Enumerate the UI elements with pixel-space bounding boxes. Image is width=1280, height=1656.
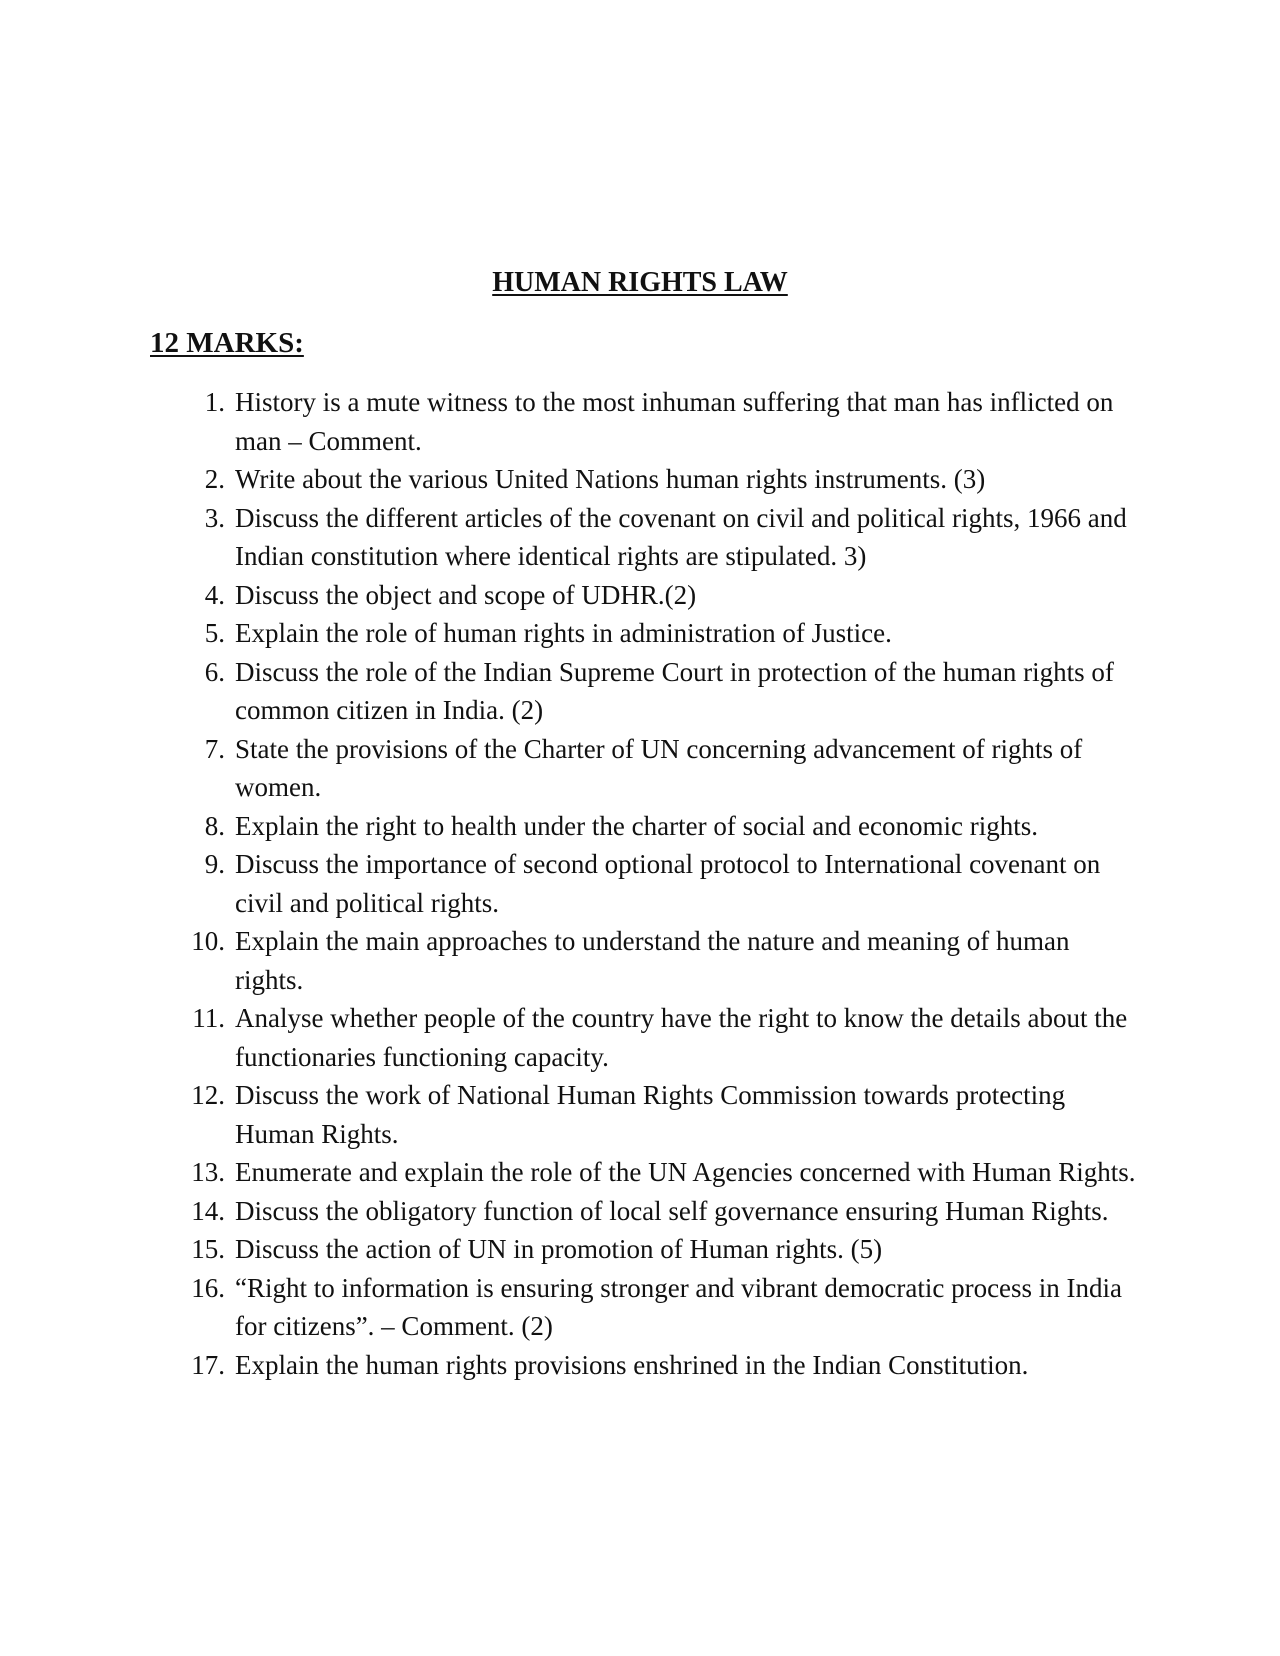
question-number: 5. xyxy=(204,618,225,648)
question-item xyxy=(180,383,1140,460)
question-item xyxy=(180,1269,1140,1346)
question-number: 4. xyxy=(204,579,225,610)
question-text: Discuss the importance of second optional protocol to International covenant on civil and political rights. xyxy=(235,849,1101,918)
question-number: 14. xyxy=(191,1195,225,1226)
question-number: 16. xyxy=(191,1272,225,1303)
question-item xyxy=(180,730,1140,807)
question-item xyxy=(180,807,1140,846)
question-number: 13. xyxy=(191,1157,225,1187)
question-number: 15. xyxy=(191,1234,225,1264)
question-item xyxy=(180,1192,1140,1231)
question-item xyxy=(180,922,1140,999)
question-text: Write about the various United Nations human rights instruments. (3) xyxy=(235,464,986,494)
question-item xyxy=(180,1153,1140,1192)
question-text: Discuss the object and scope of UDHR.(2) xyxy=(235,579,697,610)
question-text: Discuss the role of the Indian Supreme Court in protection of the human rights of common citizen in India. (2) xyxy=(235,656,1114,725)
question-number: 17. xyxy=(191,1349,225,1380)
question-text: Analyse whether people of the country have the right to know the details about the functionaries functioning capacity. xyxy=(235,1003,1128,1072)
question-number: 1. xyxy=(204,387,225,417)
question-item xyxy=(180,499,1140,576)
question-text: Discuss the different articles of the covenant on civil and political rights, 1966 and Indian constitution where identical rights are stipulated. 3) xyxy=(235,502,1127,571)
question-text: Discuss the work of National Human Rights Commission towards protecting Human Rights. xyxy=(235,1080,1066,1149)
question-number: 7. xyxy=(204,733,225,764)
question-number: 10. xyxy=(191,926,225,956)
question-number: 8. xyxy=(204,810,225,841)
question-number: 3. xyxy=(204,502,225,533)
question-item xyxy=(180,460,1140,499)
question-number: 11. xyxy=(192,1003,225,1033)
question-text: Discuss the action of UN in promotion of Human rights. (5) xyxy=(235,1234,883,1264)
question-text: History is a mute witness to the most inhuman suffering that man has inflicted on man – Comment. xyxy=(235,387,1114,456)
question-item xyxy=(180,845,1140,922)
question-item xyxy=(180,1346,1140,1385)
question-text: Explain the human rights provisions enshrined in the Indian Constitution. xyxy=(235,1349,1029,1380)
question-text: Explain the role of human rights in administration of Justice. xyxy=(235,618,892,648)
document-title: HUMAN RIGHTS LAW xyxy=(492,267,788,298)
question-item xyxy=(180,653,1140,730)
question-text: Enumerate and explain the role of the UN Agencies concerned with Human Rights. xyxy=(235,1157,1136,1187)
question-text: “Right to information is ensuring stronger and vibrant democratic process in India for citizens”. – Comment. (2) xyxy=(235,1272,1123,1341)
question-number: 12. xyxy=(191,1080,225,1110)
question-list xyxy=(180,383,1140,1384)
question-text: Discuss the obligatory function of local self governance ensuring Human Rights. xyxy=(235,1195,1109,1226)
question-item xyxy=(180,576,1140,615)
question-item xyxy=(180,1230,1140,1269)
question-item xyxy=(180,999,1140,1076)
question-item xyxy=(180,614,1140,653)
question-number: 9. xyxy=(204,849,225,879)
question-number: 2. xyxy=(204,464,225,494)
question-item xyxy=(180,1076,1140,1153)
section-heading: 12 MARKS: xyxy=(150,327,304,359)
question-text: Explain the right to health under the charter of social and economic rights. xyxy=(235,810,1038,841)
question-text: State the provisions of the Charter of UN concerning advancement of rights of women. xyxy=(235,733,1083,802)
question-text: Explain the main approaches to understand the nature and meaning of human rights. xyxy=(235,926,1070,995)
question-number: 6. xyxy=(204,656,225,687)
